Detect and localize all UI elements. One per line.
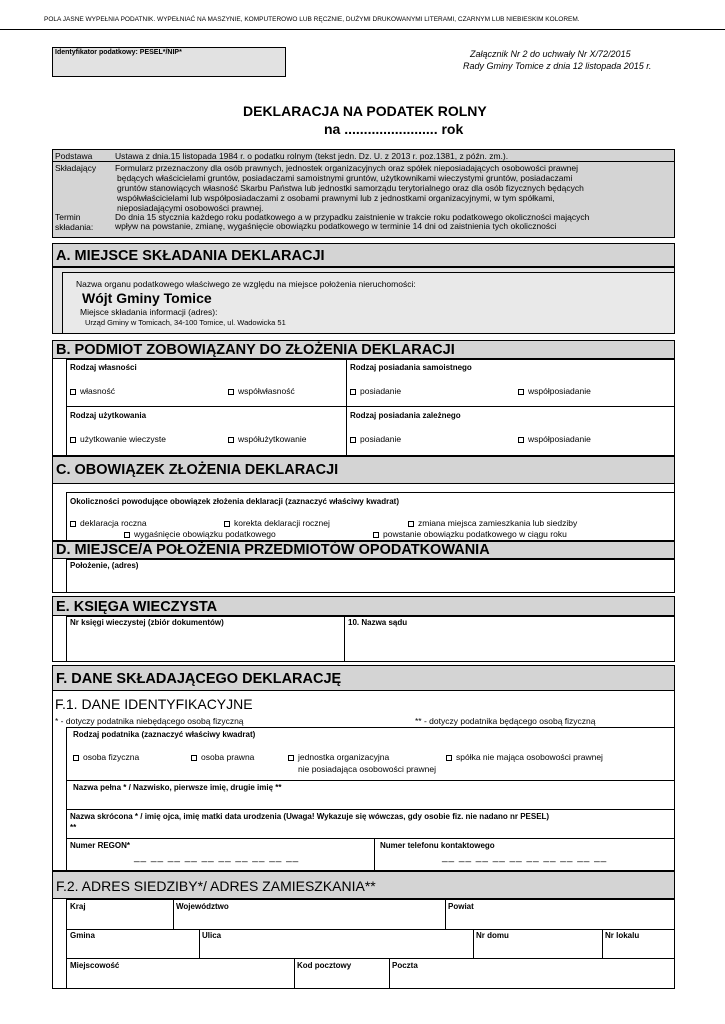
termin-line: Do dnia 15 stycznia każdego roku podatkowego a w przypadku zaistnienie w trakcie roku podatkowego okoliczności mających	[115, 212, 590, 222]
poczta-label: Poczta	[392, 961, 418, 970]
checkbox-icon	[224, 521, 230, 527]
checkbox-icon	[228, 389, 234, 395]
telefon-field[interactable]: __ __ __ __ __ __ __ __ __ __	[442, 852, 608, 863]
note-natural: ** - dotyczy podatnika będącego osobą fizyczną	[415, 716, 596, 726]
checkbox-icon	[518, 437, 524, 443]
ulica-label: Ulica	[202, 931, 222, 940]
top-divider	[0, 29, 725, 30]
checkbox-icon	[350, 389, 356, 395]
kraj-label: Kraj	[70, 902, 86, 911]
skladajacy-line: gruntów stanowiących własność Skarbu Państwa lub jednostki samorządu terytorialnego oraz dla osób fizycznych będących	[117, 183, 584, 193]
organ-label: Nazwa organu podatkowego właściwego ze względu na miejsce położenia nieruchomości:	[76, 279, 416, 289]
checkbox-icon	[288, 755, 294, 761]
jednostka-label-2: nie posiadająca osobowości prawnej	[298, 764, 436, 774]
skladajacy-line: będących właścicielami gruntów, posiadaczami samoistnymi gruntów, użytkownikami wieczystymi gruntów, posiadaczami	[117, 173, 573, 183]
section-f-header: F. DANE SKŁADAJĄCEGO DEKLARACJĘ	[52, 665, 675, 691]
skladajacy-line: Formularz przeznaczony dla osób prawnych, jednostek organizacyjnych oraz spółek nieposiadających osobowości prawnej	[115, 163, 579, 173]
ulica-field[interactable]	[200, 930, 472, 957]
rodzaj-podatnika-label: Rodzaj podatnika (zaznaczyć właściwy kwadrat)	[73, 730, 256, 739]
zmiana-miejsca-checkbox[interactable]: zmiana miejsca zamieszkania lub siedziby	[408, 518, 577, 528]
telefon-label: Numer telefonu kontaktowego	[380, 841, 495, 850]
f1-title: F.1. DANE IDENTYFIKACYJNE	[55, 696, 253, 712]
regon-field[interactable]: __ __ __ __ __ __ __ __ __ __	[134, 852, 300, 863]
regon-label: Numer REGON*	[70, 841, 131, 850]
deklaracja-roczna-checkbox[interactable]: deklaracja roczna	[70, 518, 147, 528]
miejscowosc-label: Miejscowość	[70, 961, 120, 970]
note-non-natural: * - dotyczy podatnika niebędącego osobą fizyczną	[55, 716, 244, 726]
powiat-field[interactable]	[446, 900, 674, 928]
powstanie-checkbox[interactable]: powstanie obowiązku podatkowego w ciągu roku	[373, 529, 567, 539]
checkbox-icon	[70, 389, 76, 395]
uzytkowanie-checkbox[interactable]: użytkowanie wieczyste	[70, 434, 166, 444]
posiadanie-samoistne-checkbox[interactable]: posiadanie	[350, 386, 401, 396]
tax-id-field[interactable]	[52, 47, 286, 77]
rodzaj-uzytkowania-label: Rodzaj użytkowania	[70, 411, 147, 420]
page-title: DEKLARACJA NA PODATEK ROLNY	[243, 103, 487, 119]
checkbox-icon	[124, 532, 130, 538]
f2-header: F.2. ADRES SIEDZIBY*/ ADRES ZAMIESZKANIA**	[52, 871, 675, 899]
checkbox-icon	[73, 755, 79, 761]
spolka-checkbox[interactable]: spółka nie mająca osobowości prawnej	[446, 752, 603, 762]
section-e-header: E. KSIĘGA WIECZYSTA	[52, 596, 675, 616]
wojewodztwo-label: Województwo	[176, 902, 229, 911]
wspolwlasnosc-checkbox[interactable]: współwłasność	[228, 386, 295, 396]
checkbox-icon	[70, 521, 76, 527]
section-b-header: B. PODMIOT ZOBOWIĄZANY DO ZŁOŻENIA DEKLARACJI	[52, 340, 675, 359]
polozenie-field[interactable]	[66, 559, 675, 593]
nr-ksiegi-label: Nr księgi wieczystej (zbiór dokumentów)	[70, 618, 224, 627]
gmina-label: Gmina	[70, 931, 95, 940]
tax-id-label: Identyfikator podatkowy: PESEL*/NIP*	[55, 49, 182, 56]
termin-line: wpływ na powstanie, zmianę, wygaśnięcie obowiązku podatkowego w terminie 14 dni od zaistnienia tych okoliczności	[115, 221, 557, 231]
posiadanie-zalezne-checkbox[interactable]: posiadanie	[350, 434, 401, 444]
section-c-header: C. OBOWIĄZEK ZŁOŻENIA DEKLARACJI	[52, 456, 675, 484]
checkbox-icon	[350, 437, 356, 443]
organ-name: Wójt Gminy Tomice	[82, 290, 212, 306]
section-d-header: D. MIEJSCE/A POŁOŻENIA PRZEDMIOTÓW OPODATKOWANIA	[52, 541, 675, 559]
checkbox-icon	[408, 521, 414, 527]
skladajacy-label: Składający	[55, 163, 97, 173]
place-value: Urząd Gminy w Tomicach, 34-100 Tomice, ul. Wadowicka 51	[85, 318, 286, 327]
powiat-label: Powiat	[448, 902, 474, 911]
checkbox-icon	[373, 532, 379, 538]
wspolposiadanie-zalezne-checkbox[interactable]: współposiadanie	[518, 434, 591, 444]
osoba-prawna-checkbox[interactable]: osoba prawna	[191, 752, 254, 762]
skladajacy-line: nieposiadającymi osobowości prawnej.	[117, 203, 264, 213]
nazwa-skrocona-label-2: **	[70, 823, 77, 832]
rodzaj-samoistnego-label: Rodzaj posiadania samoistnego	[350, 363, 472, 372]
section-a-header: A. MIEJSCE SKŁADANIA DEKLARACJI	[52, 243, 675, 267]
poczta-field[interactable]	[390, 959, 674, 988]
korekta-checkbox[interactable]: korekta deklaracji rocznej	[224, 518, 330, 528]
checkbox-icon	[70, 437, 76, 443]
nr-domu-label: Nr domu	[476, 931, 509, 940]
checkbox-icon	[518, 389, 524, 395]
nazwa-pelna-label: Nazwa pełna * / Nazwisko, pierwsze imię, drugie imię **	[73, 783, 282, 792]
skladajacy-line: współwłaścicielami lub współposiadaczami z osobami prawnymi lub z jednostkami organizacyjnymi, w tym spółkami,	[117, 193, 555, 203]
top-note: POLA JASNE WYPEŁNIA PODATNIK. WYPEŁNIAĆ NA MASZYNIE, KOMPUTEROWO LUB RĘCZNIE, DUŻYMI DRUKOWANYMI LITERAMI, CZARNYM LUB NIEBIESKIM KOLOREM.	[44, 16, 580, 23]
checkbox-icon	[228, 437, 234, 443]
rodzaj-zaleznego-label: Rodzaj posiadania zależnego	[350, 411, 461, 420]
nazwa-sadu-label: 10. Nazwa sądu	[348, 618, 408, 627]
podstawa-text: Ustawa z dnia.15 listopada 1984 r. o podatku rolnym (tekst jedn. Dz. U. z 2013 r. poz.1381, z późn. zm.).	[115, 151, 509, 161]
annex-line-2: Rady Gminy Tomice z dnia 12 listopada 2015 r.	[463, 61, 652, 71]
podstawa-label: Podstawa	[55, 151, 93, 161]
termin-label-2: składania:	[55, 222, 94, 232]
polozenie-label: Położenie, (adres)	[70, 561, 139, 570]
checkbox-icon	[191, 755, 197, 761]
osoba-fizyczna-checkbox[interactable]: osoba fizyczna	[73, 752, 139, 762]
checkbox-icon	[446, 755, 452, 761]
jednostka-checkbox[interactable]: jednostka organizacyjna	[288, 752, 389, 762]
okolicznosci-label: Okoliczności powodujące obowiązek złożenia deklaracji (zaznaczyć właściwy kwadrat)	[70, 497, 399, 506]
nazwa-skrocona-label: Nazwa skrócona * / imię ojca, imię matki data urodzenia (Uwaga! Wykazuje się wówczas, gdy osobie fiz. nie nadano nr PESEL)	[70, 812, 550, 821]
nr-lokalu-label: Nr lokalu	[605, 931, 640, 940]
annex-line-1: Załącznik Nr 2 do uchwały Nr X/72/2015	[470, 49, 631, 59]
place-label: Miejsce składania informacji (adres):	[80, 307, 218, 317]
termin-label: Termin	[55, 212, 81, 222]
wlasnosc-checkbox[interactable]: własność	[70, 386, 115, 396]
kod-pocztowy-label: Kod pocztowy	[297, 961, 352, 970]
wspolposiadanie-samoistne-checkbox[interactable]: współposiadanie	[518, 386, 591, 396]
wspoluzytkowanie-checkbox[interactable]: współużytkowanie	[228, 434, 307, 444]
year-line[interactable]: na ........................ rok	[324, 121, 464, 137]
wygasniecie-checkbox[interactable]: wygaśnięcie obowiązku podatkowego	[124, 529, 276, 539]
rodzaj-wlasnosci-label: Rodzaj własności	[70, 363, 137, 372]
